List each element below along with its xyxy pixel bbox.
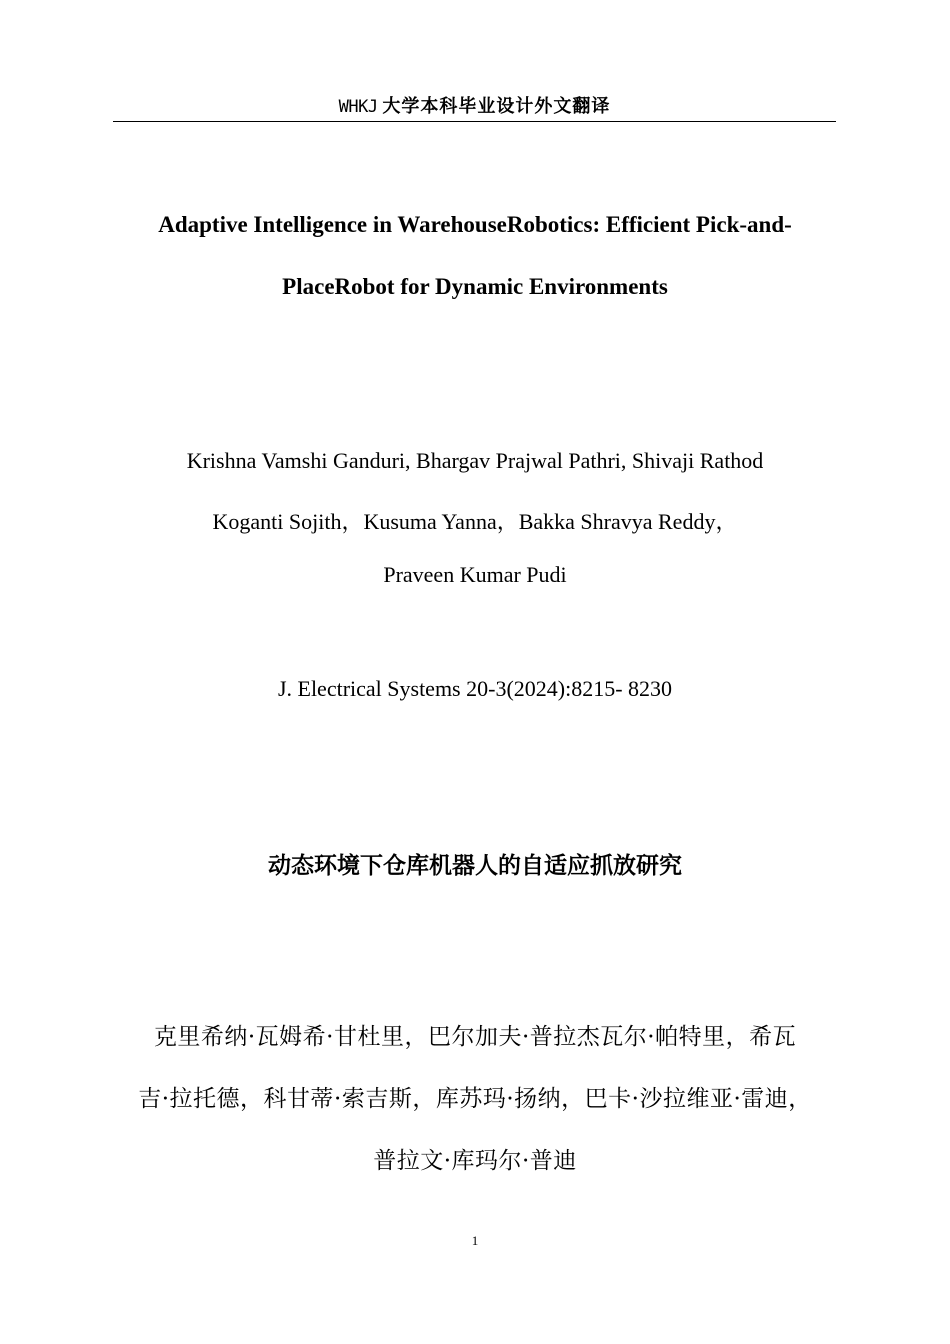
english-authors-line-1: Krishna Vamshi Ganduri, Bhargav Prajwal Pathri, Shivaji Rathod [186, 448, 764, 473]
english-authors-line-3: Praveen Kumar Pudi [383, 562, 567, 587]
page-number: 1 [471, 1233, 479, 1248]
chinese-authors-line-2: 吉·拉托德，科甘蒂·索吉斯，库苏玛·扬纳，巴卡·沙拉维亚·雷迪， [138, 1086, 812, 1112]
english-authors-line-2: Koganti Sojith，Kusuma Yanna，Bakka Shravya Reddy， [212, 509, 738, 534]
header-institution: WHKJ [338, 97, 378, 117]
english-title-line-2: PlaceRobot for Dynamic Environments [282, 274, 668, 299]
chinese-authors-line-3: 普拉文·库玛尔·普迪 [373, 1148, 577, 1174]
page-header [113, 92, 836, 122]
english-title-line-1: Adaptive Intelligence in WarehouseRobotics: Efficient Pick-and- [158, 212, 792, 237]
journal-citation: J. Electrical Systems 20-3(2024):8215- 8230 [277, 676, 673, 701]
chinese-authors-line-1: 克里希纳·瓦姆希·甘杜里，巴尔加夫·普拉杰瓦尔·帕特里，希瓦 [153, 1024, 797, 1050]
header-document-type: 大学本科毕业设计外文翻译 [382, 96, 611, 117]
chinese-title: 动态环境下仓库机器人的自适应抓放研究 [268, 853, 682, 879]
